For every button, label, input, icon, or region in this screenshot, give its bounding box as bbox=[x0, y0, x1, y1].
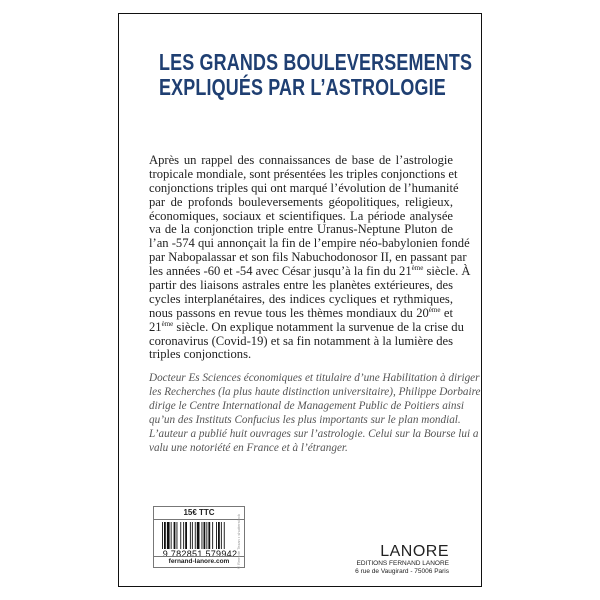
text: et bbox=[440, 305, 453, 320]
barcode-bar bbox=[177, 522, 178, 552]
photo-credit: © Remote Texan • shutterstock bbox=[236, 514, 241, 569]
barcode-bar bbox=[216, 522, 217, 552]
back-cover bbox=[118, 13, 482, 587]
superscript: ème bbox=[161, 319, 174, 328]
bio-line: les Recherches (la plus haute distinction universitaire), Philippe Dorbaire bbox=[149, 386, 481, 398]
publisher-logo: LANORE bbox=[380, 543, 449, 560]
barcode-bar bbox=[174, 522, 176, 552]
barcode-bar bbox=[197, 522, 200, 552]
bio-line: dirige le Centre International de Management Public de Poitiers ainsi bbox=[149, 400, 464, 412]
barcode-bar bbox=[192, 522, 193, 552]
description-line: coronavirus (Covid-19) et sa fin notamment à la lumière des bbox=[149, 333, 453, 348]
text: les années -60 et -54 avec César jusqu’à la fin du 21 bbox=[149, 264, 412, 279]
barcode-bar bbox=[212, 522, 213, 552]
barcode-bar bbox=[195, 522, 196, 552]
bio-line: qu’un des Instituts Confucius les plus importants sur le plan mondial. bbox=[149, 414, 461, 426]
description-line: par de profonds bouleversements géopolitiques, religieux, bbox=[149, 194, 453, 209]
barcode-bar bbox=[162, 522, 163, 552]
bio-line: valu une notoriété en France et à l’étranger. bbox=[149, 442, 348, 454]
description-line: économiques, sociaux et scientifiques. La période analysée bbox=[149, 208, 453, 223]
text: 21 bbox=[149, 319, 162, 334]
barcode-bar bbox=[190, 522, 191, 552]
description-line: triples conjonctions. bbox=[149, 347, 252, 362]
description-line: Après un rappel des connaissances de base de l’astrologie bbox=[149, 153, 453, 167]
description-line: par Nabopalassar et son fils Nabuchodonosor II, en passant par bbox=[149, 250, 467, 265]
superscript: ème bbox=[428, 305, 441, 314]
description-line bbox=[149, 307, 453, 321]
text: siècle. À bbox=[423, 264, 471, 279]
text: siècle. On explique notamment la survenue de la crise du bbox=[173, 319, 464, 334]
publisher-address: 6 rue de Vaugirard - 75006 Paris bbox=[355, 568, 449, 575]
publisher-block bbox=[355, 544, 449, 576]
isbn-digits: 9 782851 579942 bbox=[156, 549, 244, 559]
description-line: tropicale mondiale, sont présentées les triples conjonctions et bbox=[149, 166, 458, 181]
description-line bbox=[149, 319, 464, 335]
bio-line: Docteur Es Sciences économiques et titulaire d’une Habilitation à diriger bbox=[149, 372, 480, 384]
description-line: va de la conjonction triple entre Uranus-Neptune Pluton de bbox=[149, 222, 453, 237]
barcode-bar bbox=[208, 522, 210, 552]
barcode-bar bbox=[218, 522, 220, 552]
barcode-box bbox=[153, 506, 245, 568]
description-line: conjonctions triples qui ont marqué l’évolution de l’humanité bbox=[149, 180, 459, 195]
description-line: cycles interplanétaires, des indices cycliques et rythmiques, bbox=[149, 291, 453, 306]
description bbox=[149, 153, 471, 362]
text: nous passons en revue tous les thèmes mondiaux du 20 bbox=[149, 305, 429, 320]
description-line: l’an -574 qui annonçait la fin de l’empire néo-babylonien fondé bbox=[149, 236, 470, 251]
publisher-url: fernand-lanore.com bbox=[154, 556, 244, 567]
barcode-bar bbox=[171, 522, 172, 552]
price-label: 15€ TTC bbox=[154, 507, 244, 520]
publisher-name: EDITIONS FERNAND LANORE bbox=[356, 560, 449, 567]
barcode-image bbox=[162, 522, 238, 552]
superscript: ème bbox=[411, 264, 424, 273]
barcode-bar bbox=[185, 522, 187, 552]
barcode-bar bbox=[206, 522, 207, 552]
author-bio bbox=[149, 371, 481, 455]
title-line: EXPLIQUÉS PAR L’ASTROLOGIE bbox=[159, 74, 446, 100]
book-title bbox=[119, 50, 483, 100]
bio-line: L’auteur a publié huit ouvrages sur l’astrologie. Celui sur la Bourse lui a bbox=[149, 428, 479, 440]
description-line: partir des liaisons astrales entre les planètes extérieures, des bbox=[149, 278, 453, 293]
barcode-bar bbox=[167, 522, 170, 552]
barcode-bar bbox=[204, 522, 206, 552]
barcode-bar bbox=[221, 522, 222, 552]
title-line: LES GRANDS BOULEVERSEMENTS bbox=[159, 49, 473, 75]
description-line bbox=[149, 264, 471, 279]
barcode-bar bbox=[164, 522, 166, 552]
barcode-bar bbox=[183, 522, 184, 552]
barcode-bar bbox=[224, 522, 225, 552]
barcode-bar bbox=[202, 522, 203, 552]
barcode-bar bbox=[180, 522, 181, 552]
